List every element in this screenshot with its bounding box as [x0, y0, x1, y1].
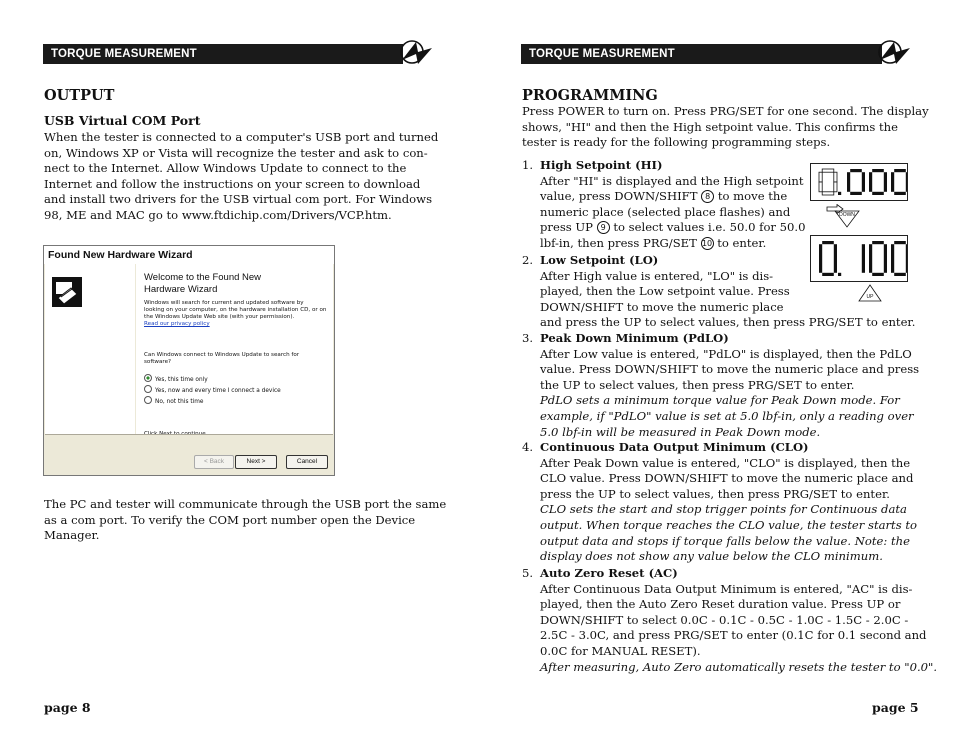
step-title: Peak Down Minimum (PdLO): [540, 331, 729, 345]
down-label: DOWN: [839, 212, 855, 218]
privacy-policy-text[interactable]: Read our privacy policy: [144, 321, 210, 327]
wizard-content: [136, 264, 333, 434]
left-header-bar: TORQUE MEASUREMENT: [43, 44, 403, 64]
lcd-display-low: [810, 235, 908, 282]
wizard-intro-line: Windows will search for current and updated software by: [144, 300, 304, 306]
button-number-icon: 8: [701, 190, 714, 203]
lcd-segment: [906, 259, 907, 273]
brand-logo-icon: [396, 38, 436, 66]
step-number: 2.: [522, 253, 534, 267]
wizard-radio-option[interactable]: [144, 385, 281, 395]
step-text-line: press the UP to select values, then press PRG/SET to enter.: [540, 486, 890, 501]
wizard-intro: [144, 300, 329, 321]
text-line: shows, "HI" and then the High setpoint value. This confirms the: [522, 119, 899, 134]
lcd-segment: [884, 182, 887, 192]
step-text-line: After Low value is entered, "PdLO" is displayed, then the PdLO: [540, 346, 912, 361]
lcd-segment: [850, 192, 862, 195]
right-section-title: PROGRAMMING: [522, 87, 658, 104]
wizard-divider: [45, 434, 333, 435]
text-line: Manager.: [44, 528, 100, 543]
wizard-radio-option[interactable]: [144, 374, 208, 384]
step-text-line: and press the UP to select values, then press PRG/SET to enter.: [540, 315, 916, 330]
lcd-segment: [869, 172, 872, 182]
lcd-segment: [834, 259, 837, 273]
step-title: Auto Zero Reset (AC): [540, 566, 678, 580]
programming-intro: [522, 104, 929, 151]
step-text-line: After "HI" is displayed and the High setpoint: [540, 173, 804, 188]
radio-button-icon[interactable]: [144, 374, 152, 382]
text-line: as a com port. To verify the COM port number open the Device: [44, 512, 416, 527]
lcd-segment: [822, 241, 834, 244]
text-line: nect to the Internet. Allow Windows Update to connect to the: [44, 161, 407, 176]
wizard-back-button[interactable]: < Back: [194, 455, 234, 469]
lcd-segment: [822, 273, 834, 276]
step-text-line: the UP to select values, then press PRG/SET to enter.: [540, 377, 855, 392]
lcd-segment: [822, 169, 834, 172]
lcd-segment: [894, 273, 906, 276]
wizard-question: [144, 352, 329, 366]
step-text-line: 2.5C - 3.0C, and press PRG/SET to enter (0.1C for 0.1 second and: [540, 628, 927, 643]
lcd-segment: [891, 244, 894, 258]
lcd-segment: [894, 192, 906, 195]
wizard-radio-option[interactable]: [144, 396, 203, 406]
step-number: 4.: [522, 440, 534, 454]
usb-paragraph: [44, 130, 438, 224]
lcd-segment: [869, 259, 872, 273]
wizard-heading: [144, 272, 261, 296]
step-note-line: After measuring, Auto Zero automatically resets the tester to "0.0".: [540, 659, 938, 674]
step-text-line: value. Press DOWN/SHIFT to move the numeric place and press: [540, 362, 920, 377]
text-line: and install two drivers for the USB virtual com port. For Windows: [44, 192, 433, 207]
lcd-segment: [869, 182, 872, 192]
wizard-title: Found New Hardware Wizard: [44, 246, 334, 264]
left-section-title: OUTPUT: [44, 87, 115, 104]
wizard-question-line: Can Windows connect to Windows Update to search for: [144, 352, 300, 358]
step-number: 3.: [522, 331, 534, 345]
wizard-question-line: software?: [144, 359, 171, 365]
lcd-segment: [872, 169, 884, 172]
lcd-segment: [872, 192, 884, 195]
step-text-line: played, then the Low setpoint value. Press: [540, 284, 790, 299]
lcd-segment: [872, 241, 884, 244]
lcd-segment: [884, 244, 887, 258]
step-text-line: DOWN/SHIFT to select 0.0C - 0.1C - 0.5C - 1.0C - 1.5C - 2.0C -: [540, 612, 909, 627]
lcd-decimal-point: [838, 273, 841, 276]
text-line: Internet and follow the instructions on your screen to download: [44, 176, 421, 191]
wizard-cancel-button[interactable]: Cancel: [286, 455, 328, 469]
text-line: on, Windows XP or Vista will recognize the tester and ask to con-: [44, 145, 428, 160]
lcd-segment: [891, 182, 894, 192]
step-text-line: After Peak Down value is entered, "CLO" is displayed, then the: [540, 455, 911, 470]
text-line: tester is ready for the following programming steps.: [522, 135, 831, 150]
step-text-line: played, then the Auto Zero Reset duration value. Press UP or: [540, 597, 901, 612]
wizard-next-button[interactable]: Next >: [235, 455, 277, 469]
text-line: 98, ME and MAC go to www.ftdichip.com/Drivers/VCP.htm.: [44, 207, 392, 222]
step-text-line: CLO value. Press DOWN/SHIFT to move the numeric place and: [540, 471, 914, 486]
button-number-icon: 9: [597, 221, 610, 234]
step-number: 1.: [522, 158, 534, 172]
lcd-segment: [822, 192, 834, 195]
step-note-line: PdLO sets a minimum torque value for Peak Down mode. For: [540, 393, 900, 408]
lcd-display-high: [810, 163, 908, 201]
radio-label: No, not this time: [155, 399, 204, 405]
step-note-line: output. When torque reaches the CLO value, the tester starts to: [540, 517, 917, 532]
step-number: 5.: [522, 566, 534, 580]
hardware-wizard-screenshot: [43, 245, 335, 476]
text-line: The PC and tester will communicate through the USB port the same: [44, 497, 447, 511]
lcd-segment: [891, 259, 894, 273]
lcd-segment: [819, 172, 822, 182]
lcd-segment: [862, 182, 865, 192]
up-label: UP: [866, 294, 874, 300]
lcd-segment: [834, 244, 837, 258]
hardware-icon: [51, 276, 83, 308]
lcd-segment: [906, 172, 907, 182]
lcd-segment: [869, 244, 872, 258]
lcd-segment: [862, 172, 865, 182]
com-port-paragraph: [44, 497, 446, 544]
radio-button-icon[interactable]: [144, 396, 152, 404]
step-text-line: 0.0C for MANUAL RESET).: [540, 643, 701, 658]
lcd-segment: [819, 182, 822, 192]
lcd-segment: [862, 259, 865, 273]
step-text-line: value, press DOWN/SHIFT 8 to move the: [540, 189, 788, 204]
wizard-sidebar: [45, 264, 135, 434]
step-title: High Setpoint (HI): [540, 158, 663, 172]
step-title: Continuous Data Output Minimum (CLO): [540, 440, 809, 454]
lcd-segment: [819, 244, 822, 258]
wizard-heading-line: Hardware Wizard: [144, 284, 218, 295]
wizard-heading-line: Welcome to the Found New: [144, 272, 262, 283]
step-text-line: numeric place (selected place flashes) and: [540, 204, 791, 219]
step-title: Low Setpoint (LO): [540, 253, 659, 267]
lcd-segment: [834, 182, 837, 192]
lcd-segment: [884, 259, 887, 273]
lcd-segment: [847, 172, 850, 182]
button-number-icon: 10: [701, 238, 713, 248]
brand-logo-icon: [874, 38, 914, 66]
radio-label: Yes, this time only: [155, 377, 208, 383]
step-note-line: CLO sets the start and stop trigger points for Continuous data: [540, 502, 907, 517]
lcd-segment: [894, 241, 906, 244]
privacy-policy-link[interactable]: [144, 321, 329, 328]
radio-label: Yes, now and every time I connect a device: [155, 388, 281, 394]
lcd-segment: [894, 169, 906, 172]
step-text-line: lbf-in, then press PRG/SET 10 to enter.: [540, 235, 767, 250]
step-note-line: 5.0 lbf-in will be measured in Peak Down mode.: [540, 424, 821, 439]
step-note-line: output data and stops if torque falls below the value. Note: the: [540, 533, 910, 548]
lcd-segment: [884, 172, 887, 182]
lcd-segment: [850, 169, 862, 172]
left-page-number: page 8: [44, 700, 91, 715]
lcd-segment: [834, 172, 837, 182]
lcd-segment: [906, 182, 907, 192]
usb-subtitle: USB Virtual COM Port: [44, 113, 201, 128]
wizard-intro-line: the Windows Update Web site (with your permission).: [144, 314, 295, 320]
lcd-segment: [847, 182, 850, 192]
lcd-segment: [872, 273, 884, 276]
step-text-line: DOWN/SHIFT to move the numeric place: [540, 299, 784, 314]
lcd-segment: [862, 244, 865, 258]
step-note-line: display does not show any value below the CLO minimum.: [540, 549, 883, 564]
lcd-decimal-point: [838, 192, 841, 195]
lcd-segment: [819, 259, 822, 273]
step-text-line: After Continuous Data Output Minimum is entered, "AC" is dis-: [540, 581, 913, 596]
wizard-intro-line: looking on your computer, on the hardware installation CD, or on: [144, 307, 327, 313]
step-note-line: example, if "PdLO" value is set at 5.0 lbf-in, only a reading over: [540, 408, 914, 423]
lcd-segment: [906, 244, 907, 258]
radio-button-icon[interactable]: [144, 385, 152, 393]
text-line: When the tester is connected to a computer's USB port and turned: [44, 130, 439, 144]
step-text-line: After High value is entered, "LO" is dis-: [540, 268, 774, 283]
step-text-line: press UP 9 to select values i.e. 50.0 for 50.0: [540, 220, 806, 235]
right-page-number: page 5: [872, 700, 919, 715]
text-line: Press POWER to turn on. Press PRG/SET for one second. The display: [522, 104, 929, 118]
right-header-bar: TORQUE MEASUREMENT: [521, 44, 882, 64]
lcd-segment: [891, 172, 894, 182]
